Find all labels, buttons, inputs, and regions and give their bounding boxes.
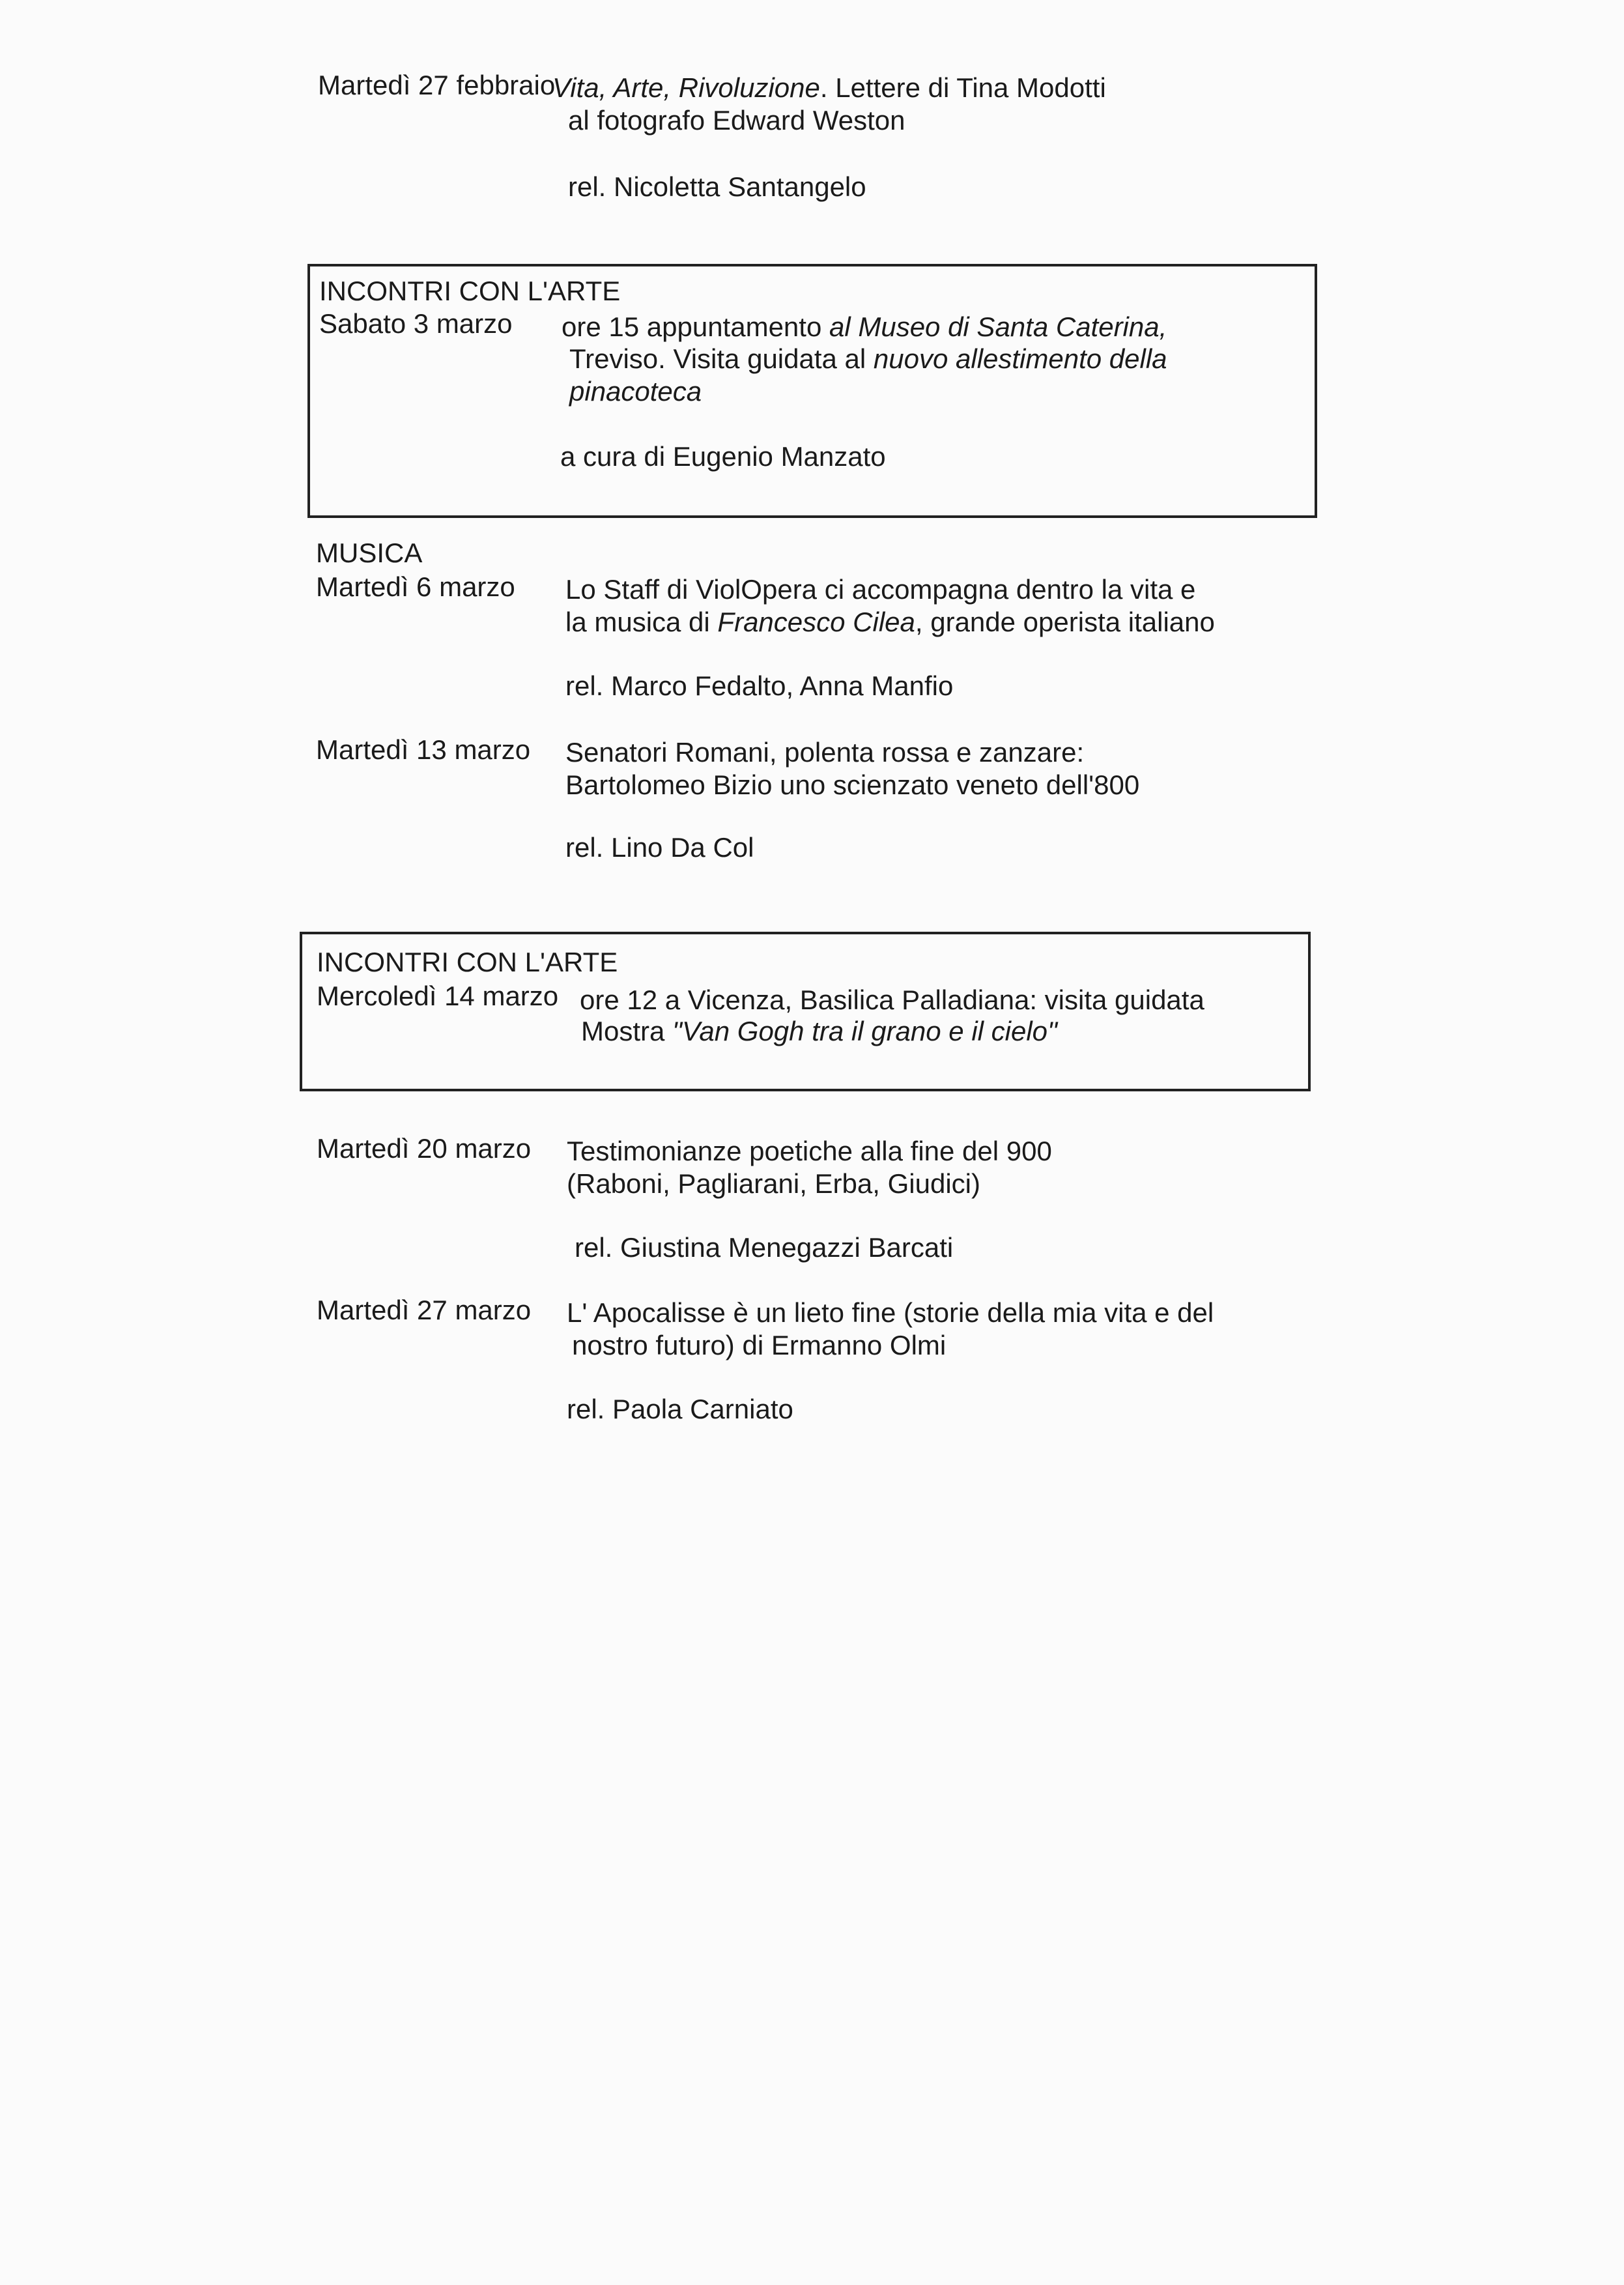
event-date: Martedì 6 marzo [316, 571, 515, 602]
event-speaker: rel. Giustina Menegazzi Barcati [575, 1232, 954, 1263]
event-line-part: Treviso. Visita guidata al [569, 343, 874, 374]
event-title-rest: . Lettere di Tina Modotti [819, 72, 1106, 103]
event-date: Martedì 27 marzo [317, 1295, 532, 1325]
event-line: Bartolomeo Bizio uno scienzato veneto dell'800 [565, 769, 1140, 800]
event-line [569, 378, 702, 405]
event-line: L' Apocalisse è un lieto fine (storie della mia vita e del [567, 1297, 1214, 1328]
event-speaker: rel. Marco Fedalto, Anna Manfio [565, 670, 954, 701]
event-line: Testimonianze poetiche alla fine del 900 [567, 1136, 1052, 1166]
event-line-italic: pinacoteca [569, 376, 702, 407]
event-line-italic: Francesco Cilea [717, 607, 915, 637]
event-line-italic: nuovo allestimento della [873, 343, 1167, 374]
event-speaker: rel. Nicoletta Santangelo [568, 171, 866, 202]
section-header: INCONTRI CON L'ARTE [319, 276, 621, 306]
event-speaker: rel. Paola Carniato [567, 1394, 793, 1424]
event-date: Martedì 27 febbraio [318, 70, 556, 100]
event-line: Lo Staff di ViolOpera ci accompagna dentro la vita e [565, 574, 1196, 605]
event-line-part: Mostra [581, 1016, 673, 1046]
event-date: Sabato 3 marzo [319, 308, 513, 339]
event-date: Mercoledì 14 marzo [317, 981, 559, 1011]
event-line [565, 609, 1215, 636]
event-line [562, 313, 1167, 341]
event-date: Martedì 20 marzo [317, 1133, 532, 1164]
event-line-italic: al Museo di Santa Caterina, [829, 311, 1167, 342]
section-header: INCONTRI CON L'ARTE [317, 947, 618, 977]
event-line [581, 1018, 1057, 1045]
event-curator: a cura di Eugenio Manzato [560, 441, 886, 472]
event-date: Martedì 13 marzo [316, 734, 531, 765]
event-line [569, 345, 1167, 373]
event-line-part: la musica di [565, 607, 718, 637]
event-title-italic: Vita, Arte, Rivoluzione [552, 72, 820, 103]
event-line: (Raboni, Pagliarani, Erba, Giudici) [567, 1168, 980, 1199]
event-title [552, 74, 1106, 102]
event-line: Senatori Romani, polenta rossa e zanzare: [565, 737, 1085, 768]
section-header: MUSICA [316, 538, 423, 568]
event-line: al fotografo Edward Weston [568, 105, 905, 136]
event-line: ore 12 a Vicenza, Basilica Palladiana: visita guidata [580, 984, 1204, 1015]
event-line: nostro futuro) di Ermanno Olmi [572, 1330, 947, 1360]
event-speaker: rel. Lino Da Col [565, 832, 754, 863]
event-line-italic: "Van Gogh tra il grano e il cielo" [672, 1016, 1057, 1046]
event-line-part: ore 15 appuntamento [562, 311, 829, 342]
event-line-part: , grande operista italiano [915, 607, 1215, 637]
